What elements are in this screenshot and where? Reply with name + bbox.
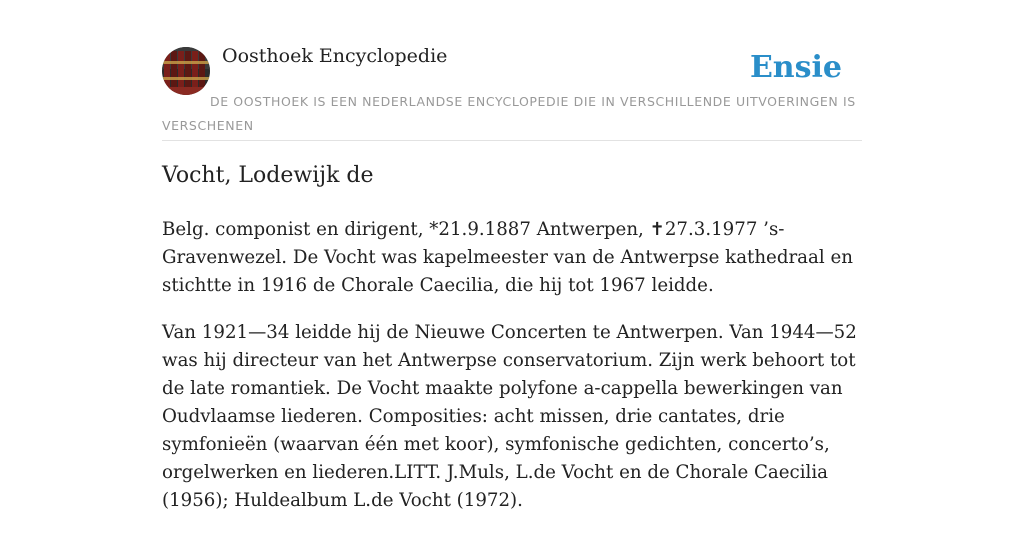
encyclopedia-books-icon[interactable] (162, 47, 210, 95)
page (162, 0, 862, 511)
entry-paragraph: Belg. componist en dirigent, *21.9.1887 Antwerpen, ✝27.3.1977 ’s-Gravenwezel. De Vocht was kapelmeester van de Antwerpse kathedraal en stichtte in 1916 de Chorale Caecilia, die hij tot 1967 leidde. (162, 219, 853, 296)
entry-paragraph: Van 1921—34 leidde hij de Nieuwe Concerten te Antwerpen. Van 1944—52 was hij directeur van het Antwerpse conservatorium. Zijn werk behoort tot de late romantiek. De Vocht maakte polyfone a-cappella bewerkingen van Oudvlaamse liederen. Composities: acht missen, drie cantates, drie symfonieën (waarvan één met koor), symfonische gedichten, concerto’s, orgelwerken en liederen.LITT. J.Muls, L.de Vocht en de Chorale Caecilia (1956); Huldealbum L.de Vocht (1972). (162, 322, 857, 511)
brand-logo[interactable]: Ensie (749, 50, 842, 85)
site-tagline: DE OOSTHOEK IS EEN NEDERLANDSE ENCYCLOPEDIE DIE IN VERSCHILLENDE UITVOERINGEN IS VERSCHENEN (162, 94, 856, 133)
entry-title: Vocht, Lodewijk de (162, 163, 374, 188)
entry-body (162, 216, 862, 534)
site-title[interactable]: Oosthoek Encyclopedie (222, 45, 448, 67)
site-header (162, 0, 862, 141)
